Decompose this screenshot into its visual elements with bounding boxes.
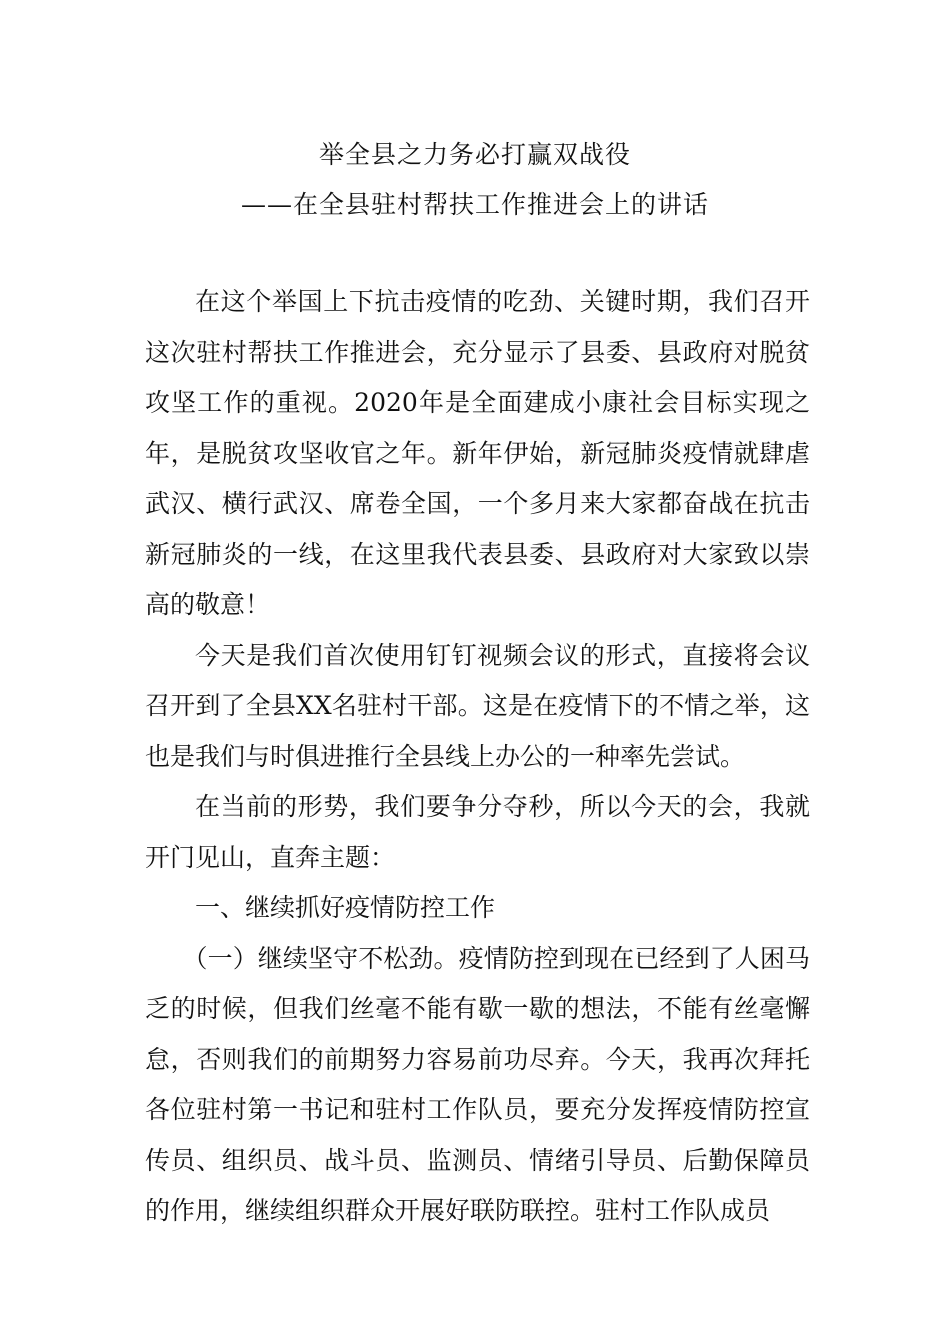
paragraph-meeting-format: 今天是我们首次使用钉钉视频会议的形式，直接将会议召开到了全县XX名驻村干部。这是在疫情下的不情之举，这也是我们与时俱进推行全县线上办公的一种率先尝试。 (145, 640, 810, 771)
document-subtitle: ——在全县驻村帮扶工作推进会上的讲话 (240, 190, 709, 219)
document-title: 举全县之力务必打赢双战役 (318, 140, 631, 169)
title-block (0, 130, 950, 230)
subsection-1: （一）继续坚守不松劲。疫情防控到现在已经到了人困马乏的时候，但我们丝毫不能有歇一歇的想法，不能有丝毫懈怠，否则我们的前期努力容易前功尽弃。今天，我再次拜托各位驻村第一书记和驻村工作队员，要充分发挥疫情防控宣传员、组织员、战斗员、监测员、情绪引导员、后勤保障员的作用，继续组织群众开展好联防联控。驻村工作队成员 (145, 943, 810, 1225)
paragraph-opening: 在这个举国上下抗击疫情的吃劲、关键时期，我们召开这次驻村帮扶工作推进会，充分显示了县委、县政府对脱贫攻坚工作的重视。2020年是全面建成小康社会目标实现之年，是脱贫攻坚收官之年。新年伊始，新冠肺炎疫情就肆虐武汉、横行武汉、席卷全国，一个多月来大家都奋战在抗击新冠肺炎的一线，在这里我代表县委、县政府对大家致以崇高的敬意！ (145, 287, 810, 619)
section-heading-1: 一、继续抓好疫情防控工作 (195, 893, 496, 922)
paragraph-situation: 在当前的形势，我们要争分夺秒，所以今天的会，我就开门见山，直奔主题： (145, 792, 810, 872)
document-body (145, 277, 810, 1237)
